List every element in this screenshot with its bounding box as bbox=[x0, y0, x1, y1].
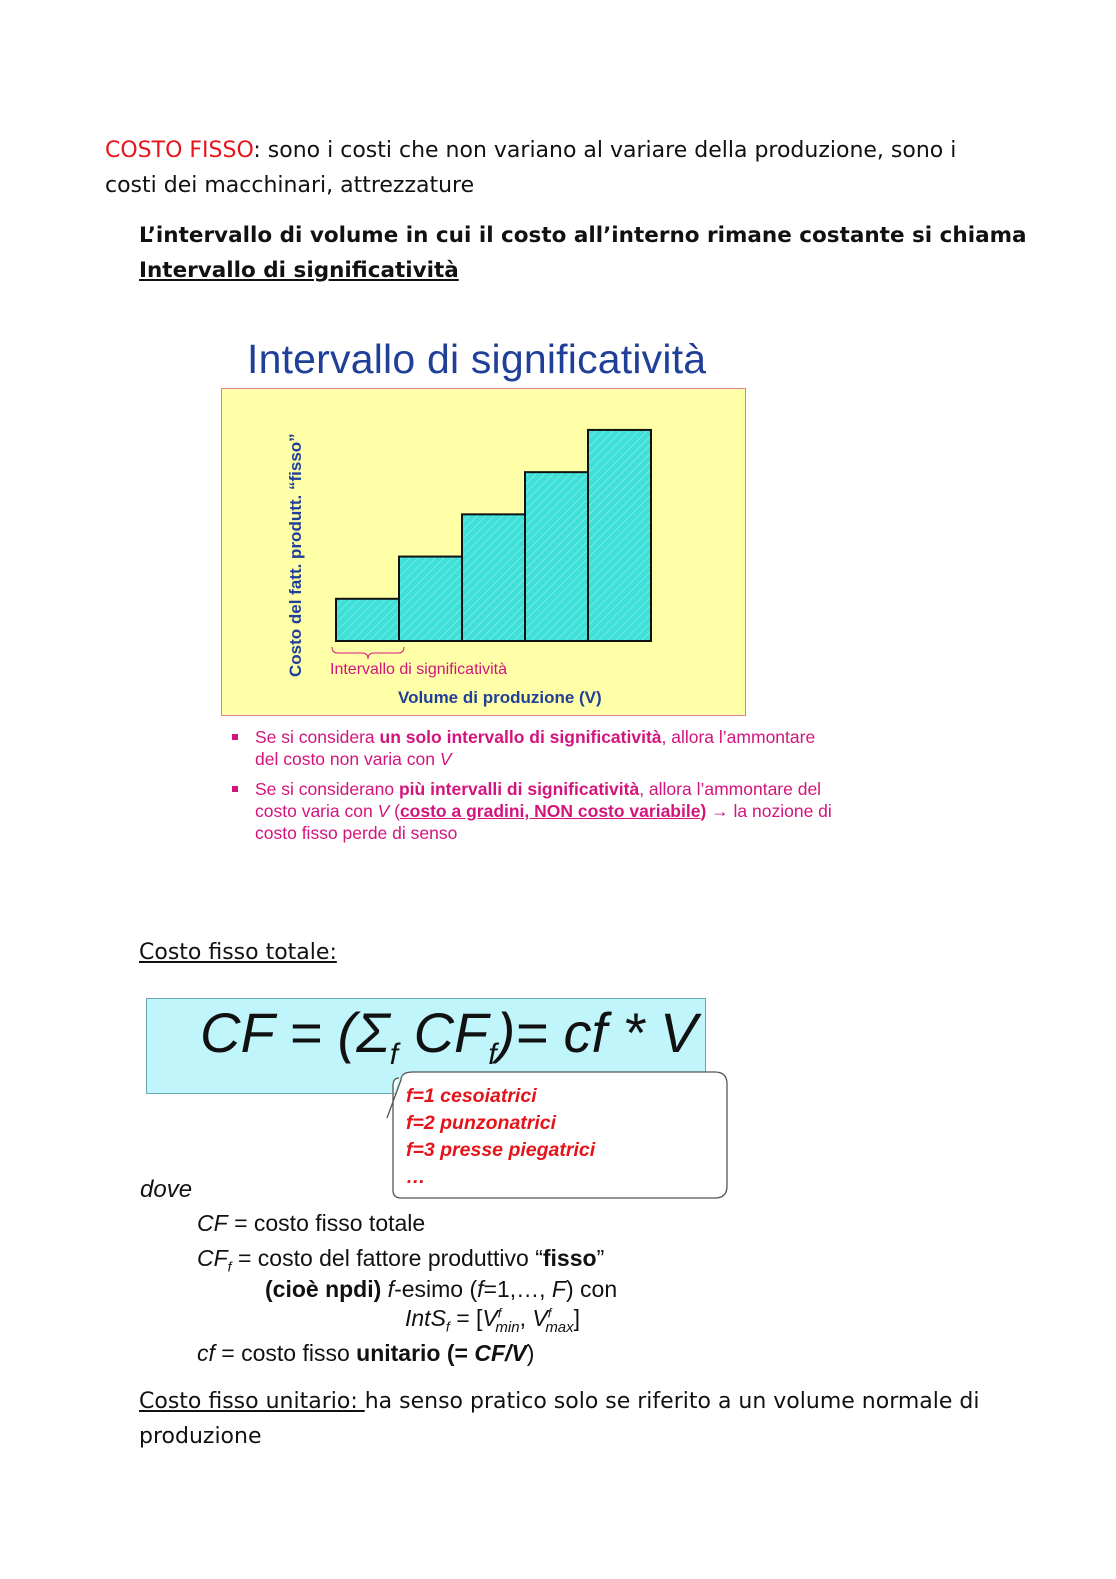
def-ints-sub: f bbox=[445, 1318, 450, 1335]
def-npdi-F: F bbox=[551, 1276, 566, 1302]
def-ints-sup2: f bbox=[547, 1305, 552, 1321]
significativita-paragraph bbox=[139, 218, 1039, 288]
unitario-text: ha senso pratico solo se riferito a un volume normale di produzione bbox=[139, 1389, 980, 1449]
bullet-marker bbox=[232, 734, 238, 740]
def-npdi-text1: -esimo ( bbox=[394, 1276, 478, 1302]
def-cff-symbol: CF bbox=[197, 1245, 228, 1271]
def-ints bbox=[405, 1305, 580, 1336]
def-cf-symbol: CF bbox=[197, 1210, 228, 1236]
callout-text bbox=[406, 1083, 595, 1191]
def-ints-min: min bbox=[495, 1318, 520, 1336]
formula-rhs: )= cf * V bbox=[496, 1001, 698, 1064]
callout-line-4: … bbox=[406, 1166, 426, 1188]
def-ints-v1: V bbox=[482, 1305, 498, 1331]
def-npdi-bold: (cioè npdi) bbox=[265, 1276, 382, 1302]
bullet-2-pre: Se si considerano bbox=[255, 779, 399, 799]
def-cff-bold: fisso bbox=[542, 1245, 597, 1271]
chart-box bbox=[221, 388, 746, 716]
formula-sub2: f bbox=[488, 1038, 497, 1072]
def-cfu-boldit: CF/V bbox=[474, 1340, 527, 1366]
bullet-2-bold: più intervalli di significatività bbox=[398, 779, 640, 799]
def-cf-total bbox=[197, 1210, 425, 1237]
bar-2 bbox=[399, 557, 462, 641]
def-cfu-paren: (= bbox=[440, 1340, 475, 1366]
unitario-heading: Costo fisso unitario: bbox=[139, 1389, 365, 1414]
def-cfu-close: ) bbox=[526, 1340, 535, 1366]
def-cf-unit bbox=[197, 1340, 534, 1367]
x-axis-label-text: Volume di produzione (V) bbox=[398, 688, 602, 707]
bullet-2-arrow: → bbox=[706, 801, 734, 821]
def-ints-close: ] bbox=[573, 1305, 581, 1331]
def-cff-sub: f bbox=[227, 1258, 232, 1275]
def-cf-f bbox=[197, 1245, 604, 1275]
slide-title: Intervallo di significatività bbox=[247, 336, 707, 382]
significativita-term: Intervallo di significatività bbox=[139, 258, 459, 283]
def-cff-close: ” bbox=[596, 1245, 605, 1271]
bar-1 bbox=[336, 599, 399, 641]
bullet-2-underlined: costo a gradini, NON costo variabile bbox=[399, 801, 701, 821]
unitario-paragraph bbox=[139, 1384, 999, 1454]
bullet-1 bbox=[232, 726, 832, 772]
interval-brace bbox=[332, 647, 404, 659]
chart-annotation: Intervallo di significatività bbox=[330, 661, 507, 678]
bullet-1-pre: Se si considera bbox=[255, 727, 380, 747]
def-ints-v2: V bbox=[532, 1305, 548, 1331]
bullet-2-post: la nozione di costo fisso perde di senso bbox=[255, 801, 832, 843]
term-costo-fisso: COSTO FISSO bbox=[105, 138, 254, 163]
formula-sub1: f bbox=[389, 1038, 399, 1072]
bullet-2-paren-open: ( bbox=[389, 801, 400, 821]
bullet-1-var: V bbox=[439, 749, 452, 769]
def-ints-sup1: f bbox=[497, 1305, 502, 1321]
callout-line-2: f=2 punzonatrici bbox=[406, 1112, 557, 1134]
bullet-marker bbox=[232, 786, 238, 792]
def-npdi-f: f bbox=[387, 1276, 395, 1302]
def-cfu-text: = costo fisso bbox=[214, 1340, 357, 1366]
bullet-2-paren-close: ) bbox=[700, 801, 707, 821]
formula-mid: CF bbox=[398, 1001, 489, 1064]
def-cff-text: = costo del fattore produttivo “ bbox=[237, 1245, 543, 1271]
bullet-2-var: V bbox=[377, 801, 390, 821]
y-axis-label: Costo del fatt. produtt. “fisso” bbox=[286, 433, 305, 677]
formula-lhs: CF = (Σ bbox=[200, 1001, 390, 1064]
def-cfu-symbol: cf bbox=[197, 1340, 215, 1366]
def-cfu-bold: unitario bbox=[356, 1340, 441, 1366]
bar-5 bbox=[588, 430, 651, 641]
def-ints-eq: = [ bbox=[449, 1305, 483, 1331]
costo-fisso-totale-heading: Costo fisso totale: bbox=[139, 940, 337, 965]
intro-paragraph bbox=[105, 133, 1005, 203]
significativita-text: L’intervallo di volume in cui il costo all’interno rimane costante si chiama bbox=[139, 223, 1027, 248]
bar-3 bbox=[462, 514, 525, 641]
intro-definition: : sono i costi che non variano al variare della produzione, sono i costi dei macchinari, attrezzature bbox=[105, 138, 957, 198]
def-npdi bbox=[265, 1276, 617, 1303]
bullet-1-bold: un solo intervallo di significatività bbox=[379, 727, 662, 747]
def-cf-text: = costo fisso totale bbox=[234, 1210, 426, 1236]
def-npdi-text2: =1,…, bbox=[483, 1276, 552, 1302]
bar-4 bbox=[525, 472, 588, 641]
def-ints-symbol: IntS bbox=[405, 1305, 446, 1331]
def-npdi-text3: ) con bbox=[565, 1276, 618, 1302]
bullet-1-post: , allora l’ammontare del costo non varia con bbox=[255, 727, 816, 769]
formula bbox=[200, 1000, 697, 1072]
def-ints-max: max bbox=[545, 1318, 574, 1336]
bullet-2-mid: , allora l’ammontare del costo varia con bbox=[255, 779, 822, 821]
callout-line-1: f=1 cesoiatrici bbox=[406, 1085, 537, 1107]
step-chart bbox=[222, 389, 744, 714]
def-ints-comma: , bbox=[519, 1305, 533, 1331]
dove-label: dove bbox=[140, 1176, 193, 1203]
def-npdi-f2: f bbox=[477, 1276, 484, 1302]
callout-line-3: f=3 presse piegatrici bbox=[406, 1139, 596, 1161]
bullet-2 bbox=[232, 778, 832, 846]
x-axis-label bbox=[398, 688, 602, 707]
